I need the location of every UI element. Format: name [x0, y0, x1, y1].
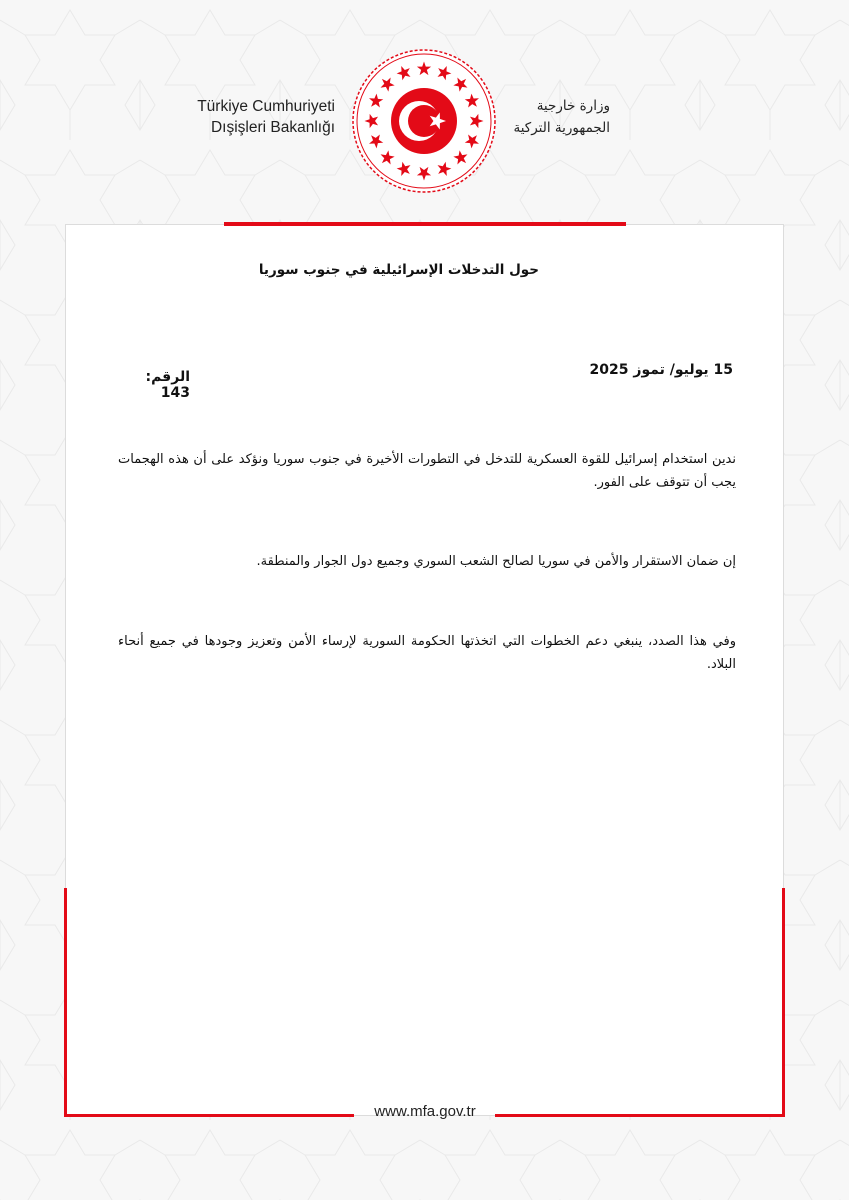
left-red-line — [64, 888, 67, 1117]
right-red-line — [782, 888, 785, 1117]
header-tr-line2: Dışişleri Bakanlığı — [210, 119, 335, 136]
bottom-left-red-line — [64, 1114, 354, 1117]
paragraph-1: ندين استخدام إسرائيل للقوة العسكرية للتدخل في التطورات الأخيرة في جنوب سوريا ونؤكد على أن هذه الهجمات يجب أن تتوقف على الفور. — [118, 452, 736, 490]
footer-website-link[interactable]: www.mfa.gov.tr — [374, 1103, 476, 1120]
top-red-bar — [224, 222, 626, 226]
paragraph-2: إن ضمان الاستقرار والأمن في سوريا لصالح الشعب السوري وجميع دول الجوار والمنطقة. — [256, 554, 736, 569]
bottom-right-red-line — [495, 1114, 785, 1117]
header-tr-line1: Türkiye Cumhuriyeti — [197, 98, 335, 115]
document-number — [115, 369, 190, 401]
document-title: حول التدخلات الإسرائيلية في جنوب سوريا — [258, 262, 539, 278]
header-turkish — [165, 96, 335, 138]
ministry-seal-logo — [349, 46, 499, 196]
paragraph-3: وفي هذا الصدد، ينبغي دعم الخطوات التي اتخذتها الحكومة السورية لإرساء الأمن وتعزيز وجودها في جميع أنحاء البلاد. — [118, 634, 736, 672]
number-label: الرقم: — [145, 369, 190, 385]
header-arabic — [505, 95, 610, 139]
number-value: 143 — [160, 385, 190, 401]
header-ar-line1: وزارة خارجية — [536, 98, 610, 114]
document-date: 15 يوليو/ تموز 2025 — [589, 362, 733, 378]
header-ar-line2: الجمهورية التركية — [513, 120, 610, 136]
